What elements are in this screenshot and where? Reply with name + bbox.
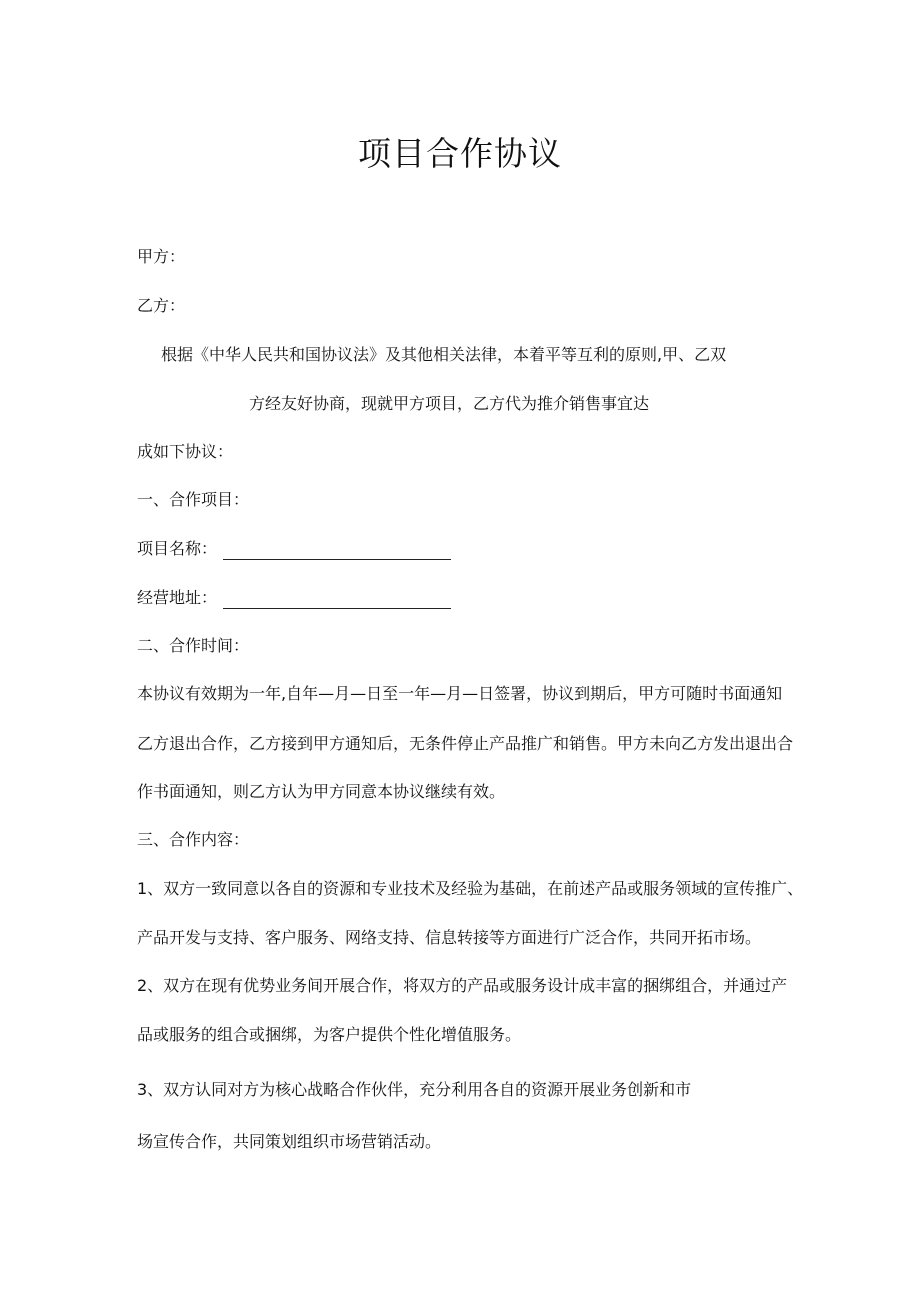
document-title: 项目合作协议 [358, 134, 562, 173]
address-row [137, 587, 451, 609]
address-label: 经营地址： [137, 588, 218, 607]
preamble-line-1: 根据《中华人民共和国协议法》及其他相关法律，本着平等互利的原则,甲、乙双 [161, 345, 727, 364]
section-3-item-2-line-2: 品或服务的组合或捆绑，为客户提供个性化增值服务。 [137, 1025, 522, 1044]
section-2-line-2: 乙方退出合作，乙方接到甲方通知后，无条件停止产品推广和销售。甲方未向乙方发出退出合 [137, 734, 794, 753]
party-b-label: 乙方： [137, 296, 186, 315]
project-name-blank [223, 541, 451, 560]
address-blank [223, 590, 451, 609]
preamble-line-3: 成如下协议： [137, 442, 234, 461]
party-a-label: 甲方： [137, 247, 186, 266]
section-2-line-1: 本协议有效期为一年,自年—月—日至一年—月—日签署，协议到期后，甲方可随时书面通知 [137, 684, 783, 703]
preamble-line-2: 方经友好协商，现就甲方项目，乙方代为推介销售事宜达 [249, 394, 650, 413]
section-3-item-1-line-1: 1、双方一致同意以各自的资源和专业技术及经验为基础，在前述产品或服务领域的宣传推广、 [137, 879, 804, 898]
section-3-item-2-line-1: 2、双方在现有优势业务间开展合作，将双方的产品或服务设计成丰富的捆绑组合，并通过产 [137, 976, 788, 995]
section-3-item-1-line-2: 产品开发与支持、客户服务、网络支持、信息转接等方面进行广泛合作，共同开拓市场。 [137, 928, 762, 947]
section-2-heading: 二、合作时间： [137, 636, 250, 655]
section-3-heading: 三、合作内容： [137, 830, 250, 849]
section-1-heading: 一、合作项目： [137, 490, 250, 509]
section-3-item-3-line-1: 3、双方认同对方为核心战略合作伙伴，充分利用各自的资源开展业务创新和市 [137, 1080, 692, 1099]
project-name-row [137, 538, 451, 560]
section-2-line-3: 作书面通知，则乙方认为甲方同意本协议继续有效。 [137, 782, 506, 801]
section-3-item-3-line-2: 场宣传合作，共同策划组织市场营销活动。 [137, 1132, 442, 1151]
project-name-label: 项目名称： [137, 539, 218, 558]
